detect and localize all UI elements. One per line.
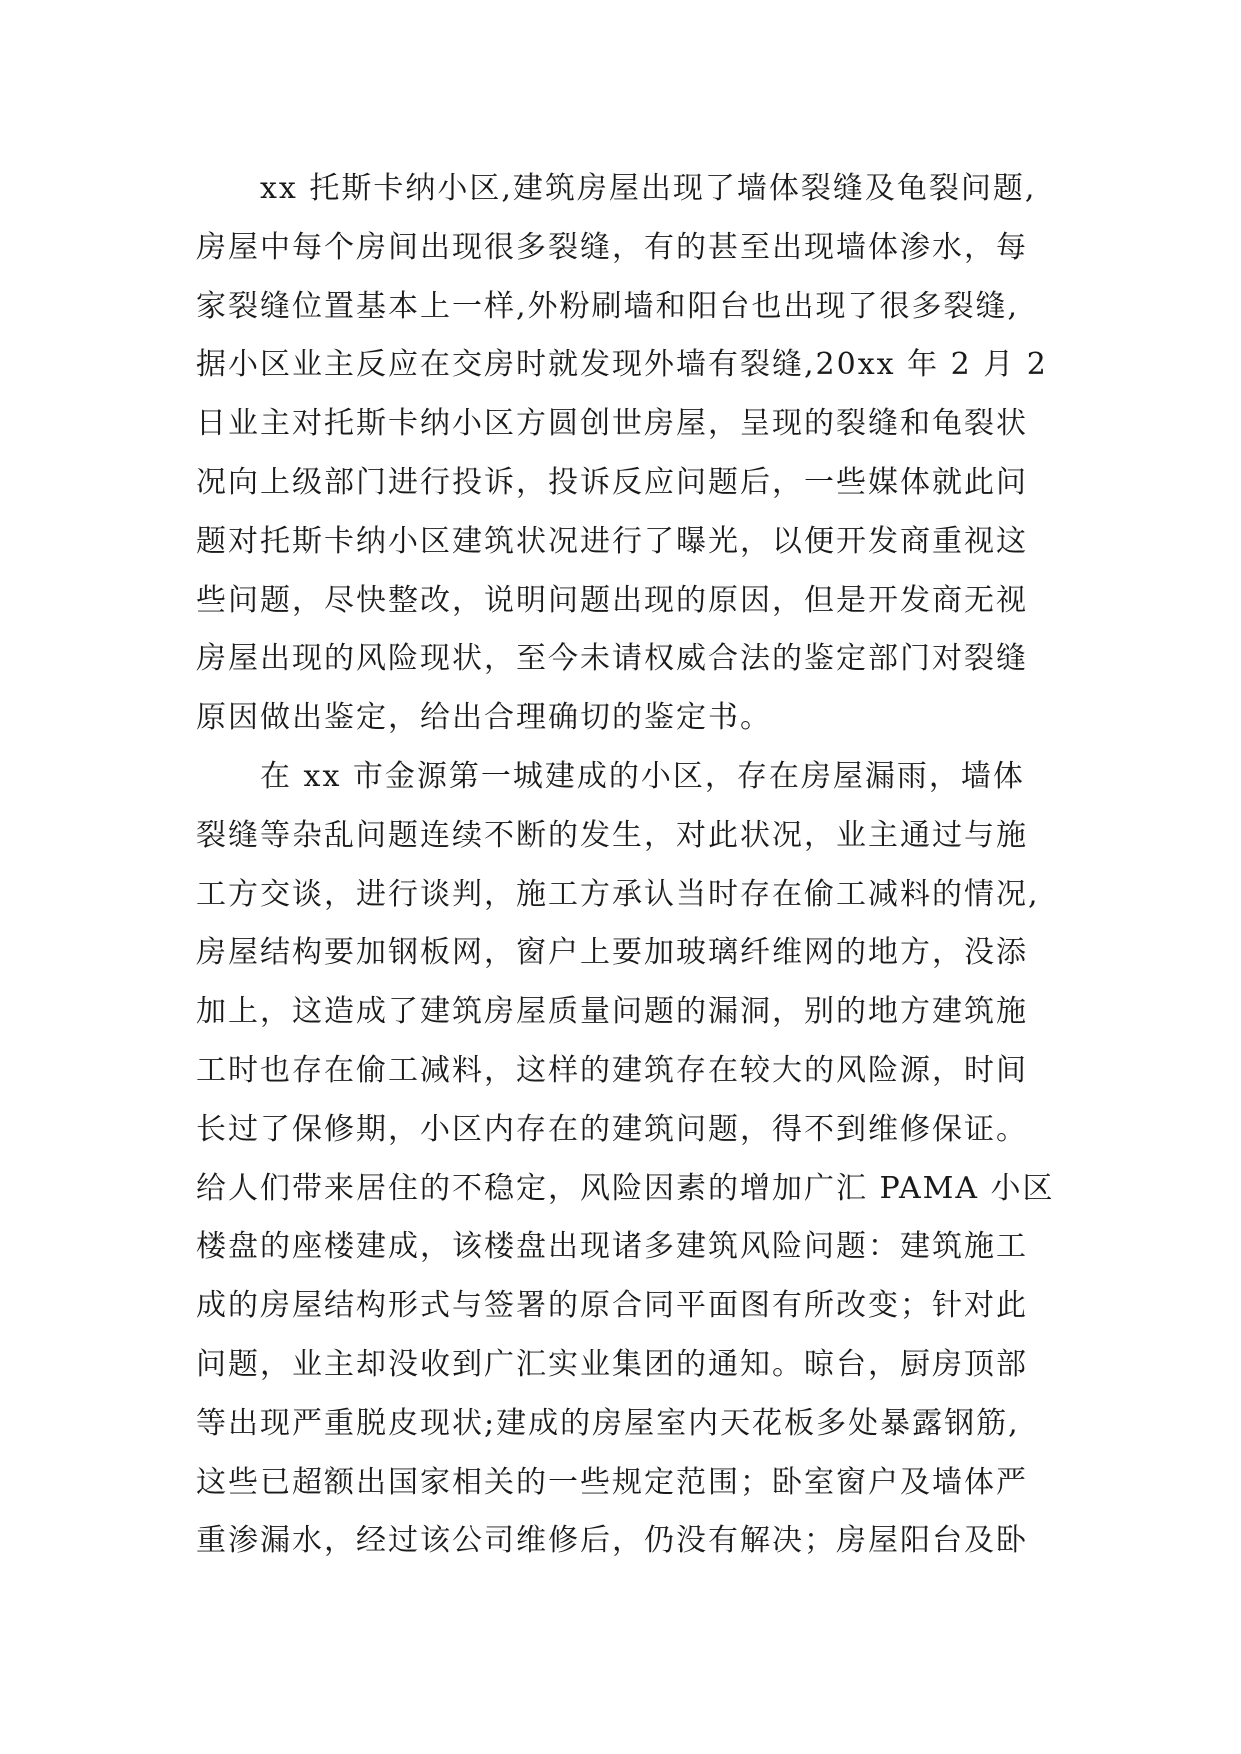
- text-line: 据小区业主反应在交房时就发现外墙有裂缝,20xx 年 2 月 2: [196, 347, 1048, 383]
- text-line: 工时也存在偷工减料，这样的建筑存在较大的风险源，时间: [196, 1052, 1028, 1088]
- text-line: 长过了保修期，小区内存在的建筑问题，得不到维修保证。: [196, 1111, 1028, 1147]
- text-line: 房屋中每个房间出现很多裂缝，有的甚至出现墙体渗水，每: [196, 229, 1028, 265]
- text-line: 房屋出现的风险现状，至今未请权威合法的鉴定部门对裂缝: [196, 641, 1028, 677]
- text-line: 工方交谈，进行谈判，施工方承认当时存在偷工减料的情况,: [196, 876, 1040, 912]
- text-line: 房屋结构要加钢板网，窗户上要加玻璃纤维网的地方，没添: [196, 935, 1028, 971]
- text-line: 题对托斯卡纳小区建筑状况进行了曝光，以便开发商重视这: [196, 523, 1028, 559]
- text-line: xx 托斯卡纳小区,建筑房屋出现了墙体裂缝及龟裂问题,: [260, 171, 1037, 206]
- paragraph-1: [196, 160, 1096, 748]
- body-text: [196, 160, 1096, 1571]
- text-line: 加上，这造成了建筑房屋质量问题的漏洞，别的地方建筑施: [196, 994, 1028, 1030]
- text-line: 况向上级部门进行投诉，投诉反应问题后，一些媒体就此问: [196, 464, 1028, 500]
- text-line: 在 xx 市金源第一城建成的小区，存在房屋漏雨，墙体: [260, 758, 1025, 794]
- text-line: 楼盘的座楼建成，该楼盘出现诸多建筑风险问题：建筑施工: [196, 1229, 1028, 1265]
- text-line: 等出现严重脱皮现状;建成的房屋室内天花板多处暴露钢筋,: [196, 1405, 1020, 1441]
- paragraph-2: [196, 748, 1096, 1571]
- text-line: 成的房屋结构形式与签署的原合同平面图有所改变；针对此: [196, 1288, 1028, 1324]
- text-line: 给人们带来居住的不稳定，风险因素的增加广汇 PAMA 小区: [196, 1170, 1055, 1206]
- text-line: 这些已超额出国家相关的一些规定范围；卧室窗户及墙体严: [196, 1464, 1028, 1500]
- text-line: 日业主对托斯卡纳小区方圆创世房屋，呈现的裂缝和龟裂状: [196, 406, 1028, 442]
- text-line: 问题，业主却没收到广汇实业集团的通知。晾台，厨房顶部: [196, 1346, 1028, 1382]
- text-line: 重渗漏水，经过该公司维修后，仍没有解决；房屋阳台及卧: [196, 1523, 1028, 1559]
- text-line: 些问题，尽快整改，说明问题出现的原因，但是开发商无视: [196, 582, 1028, 618]
- text-line: 裂缝等杂乱问题连续不断的发生，对此状况，业主通过与施: [196, 817, 1028, 853]
- text-line: 原因做出鉴定，给出合理确切的鉴定书。: [196, 700, 772, 736]
- text-line: 家裂缝位置基本上一样,外粉刷墙和阳台也出现了很多裂缝,: [196, 288, 1020, 324]
